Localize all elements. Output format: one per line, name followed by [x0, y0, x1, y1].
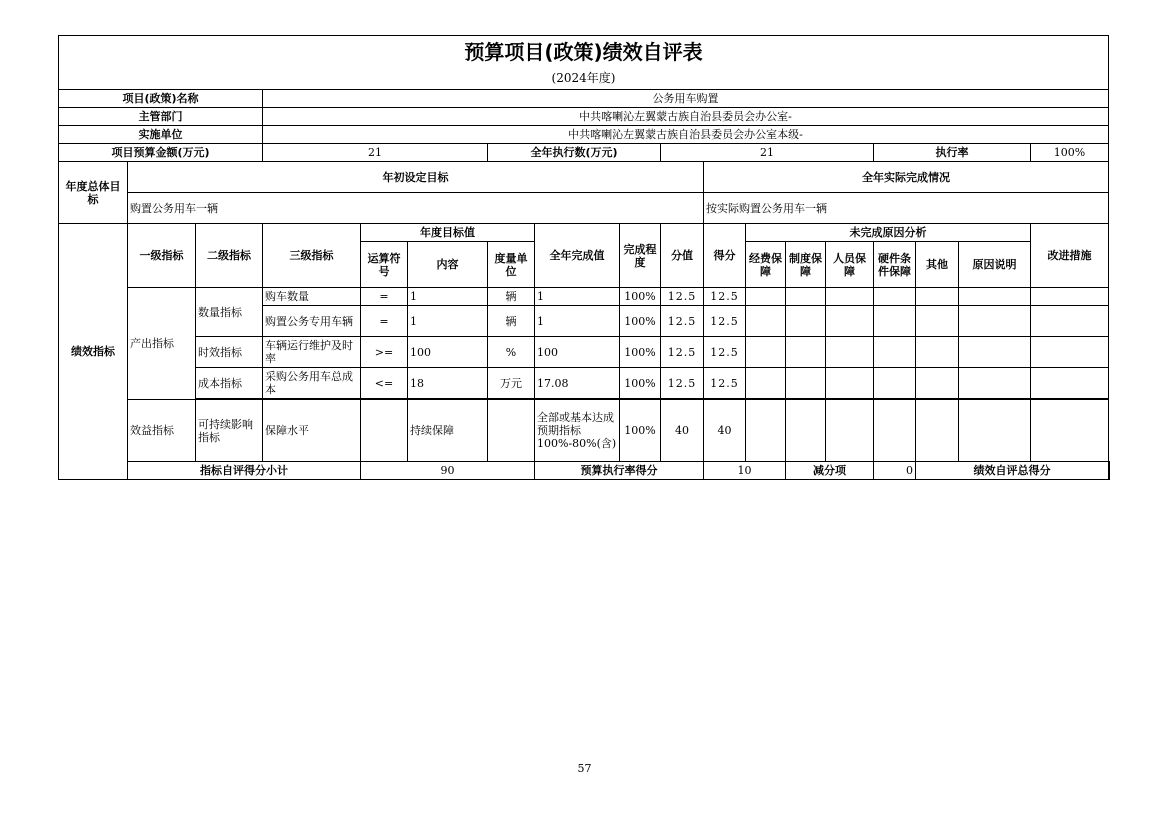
dept-value: 中共喀喇沁左翼蒙古族自治县委员会办公室- — [263, 108, 1109, 126]
row-annual: 全部或基本达成预期指标100%-80%(含) — [535, 400, 620, 462]
header-r3: 人员保障 — [826, 242, 874, 288]
row-op: = — [361, 288, 408, 306]
output-label: 产出指标 — [128, 288, 196, 400]
project-name: 公务用车购置 — [263, 90, 1109, 108]
deduct-label: 减分项 — [786, 462, 874, 480]
actual-goal: 按实际购置公务用车一辆 — [704, 193, 1109, 224]
row-unit: 辆 — [488, 306, 535, 337]
header-annual: 全年完成值 — [535, 224, 620, 288]
impl-label: 实施单位 — [59, 126, 263, 144]
row-content: 1 — [408, 288, 488, 306]
row-degree: 100% — [620, 400, 661, 462]
row-annual: 100 — [535, 337, 620, 368]
page-number: 57 — [577, 762, 592, 775]
table-row — [59, 288, 1110, 306]
row-degree: 100% — [620, 337, 661, 368]
header-reason-group: 未完成原因分析 — [746, 224, 1031, 242]
row-l3: 车辆运行维护及时率 — [263, 337, 361, 368]
rate-value: 100% — [1031, 144, 1109, 162]
row-unit: 辆 — [488, 288, 535, 306]
executed-value: 21 — [661, 144, 874, 162]
header-r1: 经费保障 — [746, 242, 786, 288]
plan-header: 年初设定目标 — [128, 162, 704, 193]
row-value: 12.5 — [661, 337, 704, 368]
row-degree: 100% — [620, 306, 661, 337]
row-op — [361, 400, 408, 462]
row-annual: 1 — [535, 288, 620, 306]
row-score: 12.5 — [704, 306, 746, 337]
row-unit — [488, 400, 535, 462]
evaluation-sheet — [58, 35, 1110, 480]
evaluation-table — [58, 35, 1110, 480]
row-score: 40 — [704, 400, 746, 462]
overall-label: 年度总体目标 — [59, 162, 128, 224]
row-l3: 购置公务专用车辆 — [263, 306, 361, 337]
benefit-label: 效益指标 — [128, 400, 196, 462]
budget-label: 项目预算金额(万元) — [59, 144, 263, 162]
project-name-label: 项目(政策)名称 — [59, 90, 263, 108]
header-l3: 三级指标 — [263, 224, 361, 288]
row-content: 持续保障 — [408, 400, 488, 462]
row-content: 18 — [408, 368, 488, 399]
header-l1: 一级指标 — [128, 224, 196, 288]
table-year: (2024年度) — [551, 70, 616, 85]
row-score: 12.5 — [704, 288, 746, 306]
row-op: = — [361, 306, 408, 337]
row-op: <= — [361, 368, 408, 399]
header-score-value: 分值 — [661, 224, 704, 288]
header-score: 得分 — [704, 224, 746, 288]
dept-label: 主管部门 — [59, 108, 263, 126]
subtotal-label: 指标自评得分小计 — [128, 462, 361, 480]
timeliness-label: 时效指标 — [196, 337, 263, 368]
row-value: 40 — [661, 400, 704, 462]
header-r6: 原因说明 — [959, 242, 1031, 288]
subtotal-value: 90 — [361, 462, 535, 480]
budget-value: 21 — [263, 144, 488, 162]
header-content: 内容 — [408, 242, 488, 288]
row-annual: 17.08 — [535, 368, 620, 399]
row-annual: 1 — [535, 306, 620, 337]
row-value: 12.5 — [661, 368, 704, 399]
perf-label: 绩效指标 — [59, 224, 128, 480]
header-improve: 改进措施 — [1031, 224, 1109, 288]
row-score: 12.5 — [704, 337, 746, 368]
impl-value: 中共喀喇沁左翼蒙古族自治县委员会办公室本级- — [263, 126, 1109, 144]
header-degree: 完成程度 — [620, 224, 661, 288]
table-row — [59, 337, 1110, 368]
row-op: >= — [361, 337, 408, 368]
header-op: 运算符号 — [361, 242, 408, 288]
header-l2: 二级指标 — [196, 224, 263, 288]
header-r5: 其他 — [916, 242, 959, 288]
header-r2: 制度保障 — [786, 242, 826, 288]
table-row — [59, 400, 1110, 462]
row-l3: 保障水平 — [263, 400, 361, 462]
header-r4: 硬件条件保障 — [874, 242, 916, 288]
exec-score-label: 预算执行率得分 — [535, 462, 704, 480]
deduct-value: 0 — [874, 462, 916, 480]
actual-header: 全年实际完成情况 — [704, 162, 1109, 193]
row-value: 12.5 — [661, 306, 704, 337]
quantity-label: 数量指标 — [196, 288, 263, 337]
exec-score-value: 10 — [704, 462, 786, 480]
row-unit: 万元 — [488, 368, 535, 399]
table-row — [59, 368, 1110, 399]
row-content: 1 — [408, 306, 488, 337]
row-degree: 100% — [620, 368, 661, 399]
row-unit: % — [488, 337, 535, 368]
cost-label: 成本指标 — [196, 368, 263, 399]
total-label: 绩效自评总得分 — [916, 462, 1109, 480]
table-title: 预算项目(政策)绩效自评表 — [464, 39, 703, 64]
header-target-group: 年度目标值 — [361, 224, 535, 242]
row-content: 100 — [408, 337, 488, 368]
row-degree: 100% — [620, 288, 661, 306]
total-value — [1109, 462, 1110, 480]
header-unit: 度量单位 — [488, 242, 535, 288]
row-l3: 购车数量 — [263, 288, 361, 306]
plan-goal: 购置公务用车一辆 — [128, 193, 704, 224]
executed-label: 全年执行数(万元) — [488, 144, 661, 162]
row-score: 12.5 — [704, 368, 746, 399]
row-l3: 采购公务用车总成本 — [263, 368, 361, 399]
sustain-label: 可持续影响指标 — [196, 400, 263, 462]
row-value: 12.5 — [661, 288, 704, 306]
rate-label: 执行率 — [874, 144, 1031, 162]
